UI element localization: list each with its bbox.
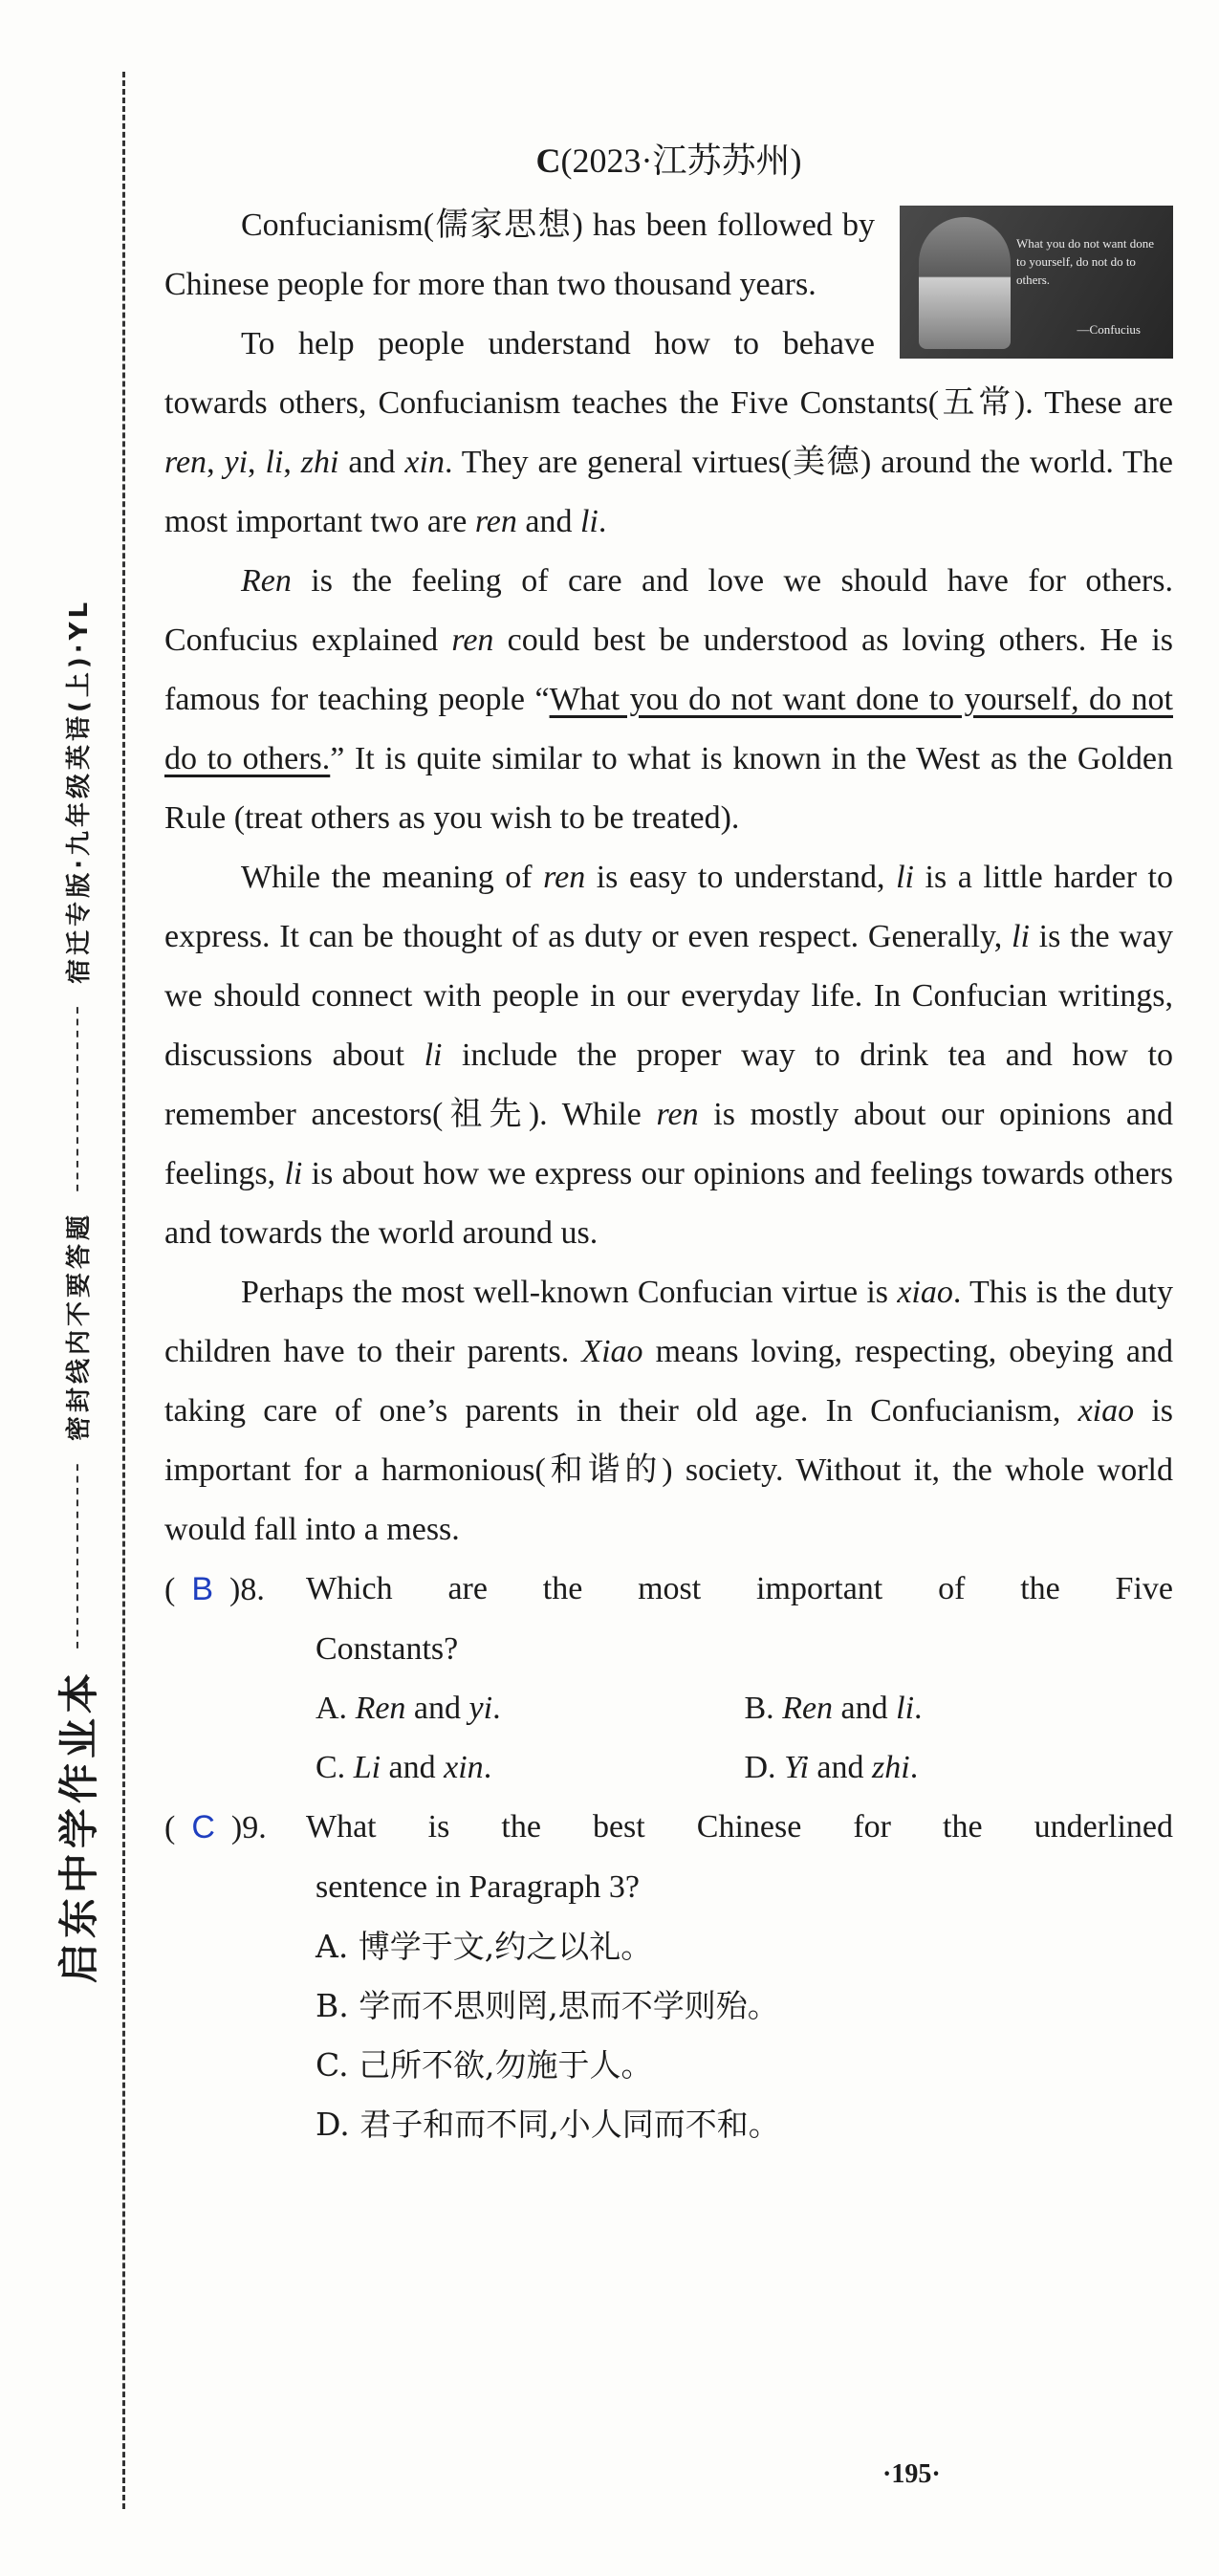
- image-quote: What you do not want done to yourself, do not do to others.: [1016, 236, 1155, 287]
- question-8-options: [164, 1679, 1173, 1798]
- question-9: [164, 1798, 1173, 2154]
- option-8d: D. Yi and zhi.: [744, 1750, 919, 1785]
- question-9-stem: What is the best Chinese for the underlined: [306, 1809, 1173, 1845]
- page-number: ·195·: [882, 2459, 941, 2489]
- page-content: [164, 134, 1173, 2154]
- option-9c: C. 己所不欲,勿施于人。: [316, 2046, 653, 2084]
- paragraph-3: Ren is the feeling of care and love we should have for others. Confucius explained ren could best be understood as loving others. He is famous for teaching people “What you do not want done to yourself, do not do to others.” It is quite similar to what is known in the West as the Golden Rule (treat others as you wish to be treated).: [164, 563, 1173, 836]
- question-8-stem: Which are the most important of the Five: [306, 1571, 1173, 1606]
- question-8-stem-cont: Constants?: [316, 1631, 459, 1667]
- option-9a: A. 博学于文,约之以礼。: [316, 1928, 653, 1965]
- sidebar-vertical-text: 启东中学作业本 ---------------- 密封线内不要答题 ---------------- 宿迁专版·九年级英语(上)·YL: [48, 599, 105, 1983]
- section-source: (2023·江苏苏州): [560, 142, 802, 180]
- option-9d: D. 君子和而不同,小人同而不和。: [316, 2106, 780, 2143]
- answer-8: B: [191, 1571, 214, 1607]
- option-8c: C. Li and xin.: [316, 1750, 492, 1785]
- underlined-sentence: What you do not want done to yourself, do not do to others.: [164, 682, 1173, 776]
- section-letter: C: [535, 142, 561, 180]
- answer-bracket: ( C )9.: [164, 1809, 267, 1845]
- confucius-portrait: [919, 217, 1011, 349]
- paragraph-1: Confucianism(儒家思想) has been followed by Chinese people for more than two thousand years.: [164, 207, 875, 302]
- question-8: [164, 1560, 1173, 1798]
- answer-9: C: [191, 1809, 215, 1845]
- seal-line-notice: 密封线内不要答题: [64, 1211, 94, 1441]
- book-title: 启东中学作业本: [55, 1669, 102, 1984]
- paragraph-5: Perhaps the most well-known Confucian virtue is xiao. This is the duty children have to their parents. Xiao means loving, respecting, obeying and taking care of one’s parents in their old age. In Confucianism, xiao is important for a harmonious(和谐的) society. Without it, the whole world would fall into a mess.: [164, 1275, 1173, 1547]
- confucius-image: [900, 206, 1173, 359]
- paragraph-4: While the meaning of ren is easy to understand, li is a little harder to express. It can be thought of as duty or even respect. Generally, li is the way we should connect with people in our everyday life. In Confucian writings, discussions about li include the proper way to drink tea and how to remember ancestors(祖先). While ren is mostly about our opinions and feelings, li is about how we express our opinions and feelings towards others and towards the world around us.: [164, 860, 1174, 1251]
- option-8a: A. Ren and yi.: [316, 1691, 501, 1726]
- question-9-stem-cont: sentence in Paragraph 3?: [316, 1869, 640, 1905]
- edition-label: 宿迁专版·九年级英语(上)·YL: [64, 598, 94, 984]
- section-heading: [164, 134, 1173, 183]
- image-author: —Confucius: [1077, 322, 1141, 337]
- option-8b: B. Ren and li.: [744, 1691, 923, 1726]
- paragraph-2: To help people understand how to behave towards others, Confucianism teaches the Five Constants(五常). These are ren, yi, li, zhi and xin. They are general virtues(美德) around the world. The most important two are ren and li.: [164, 326, 1174, 539]
- option-9b: B. 学而不思则罔,思而不学则殆。: [316, 1987, 779, 2024]
- binding-dashed-line: [122, 72, 125, 2509]
- answer-bracket: ( B )8.: [164, 1571, 265, 1607]
